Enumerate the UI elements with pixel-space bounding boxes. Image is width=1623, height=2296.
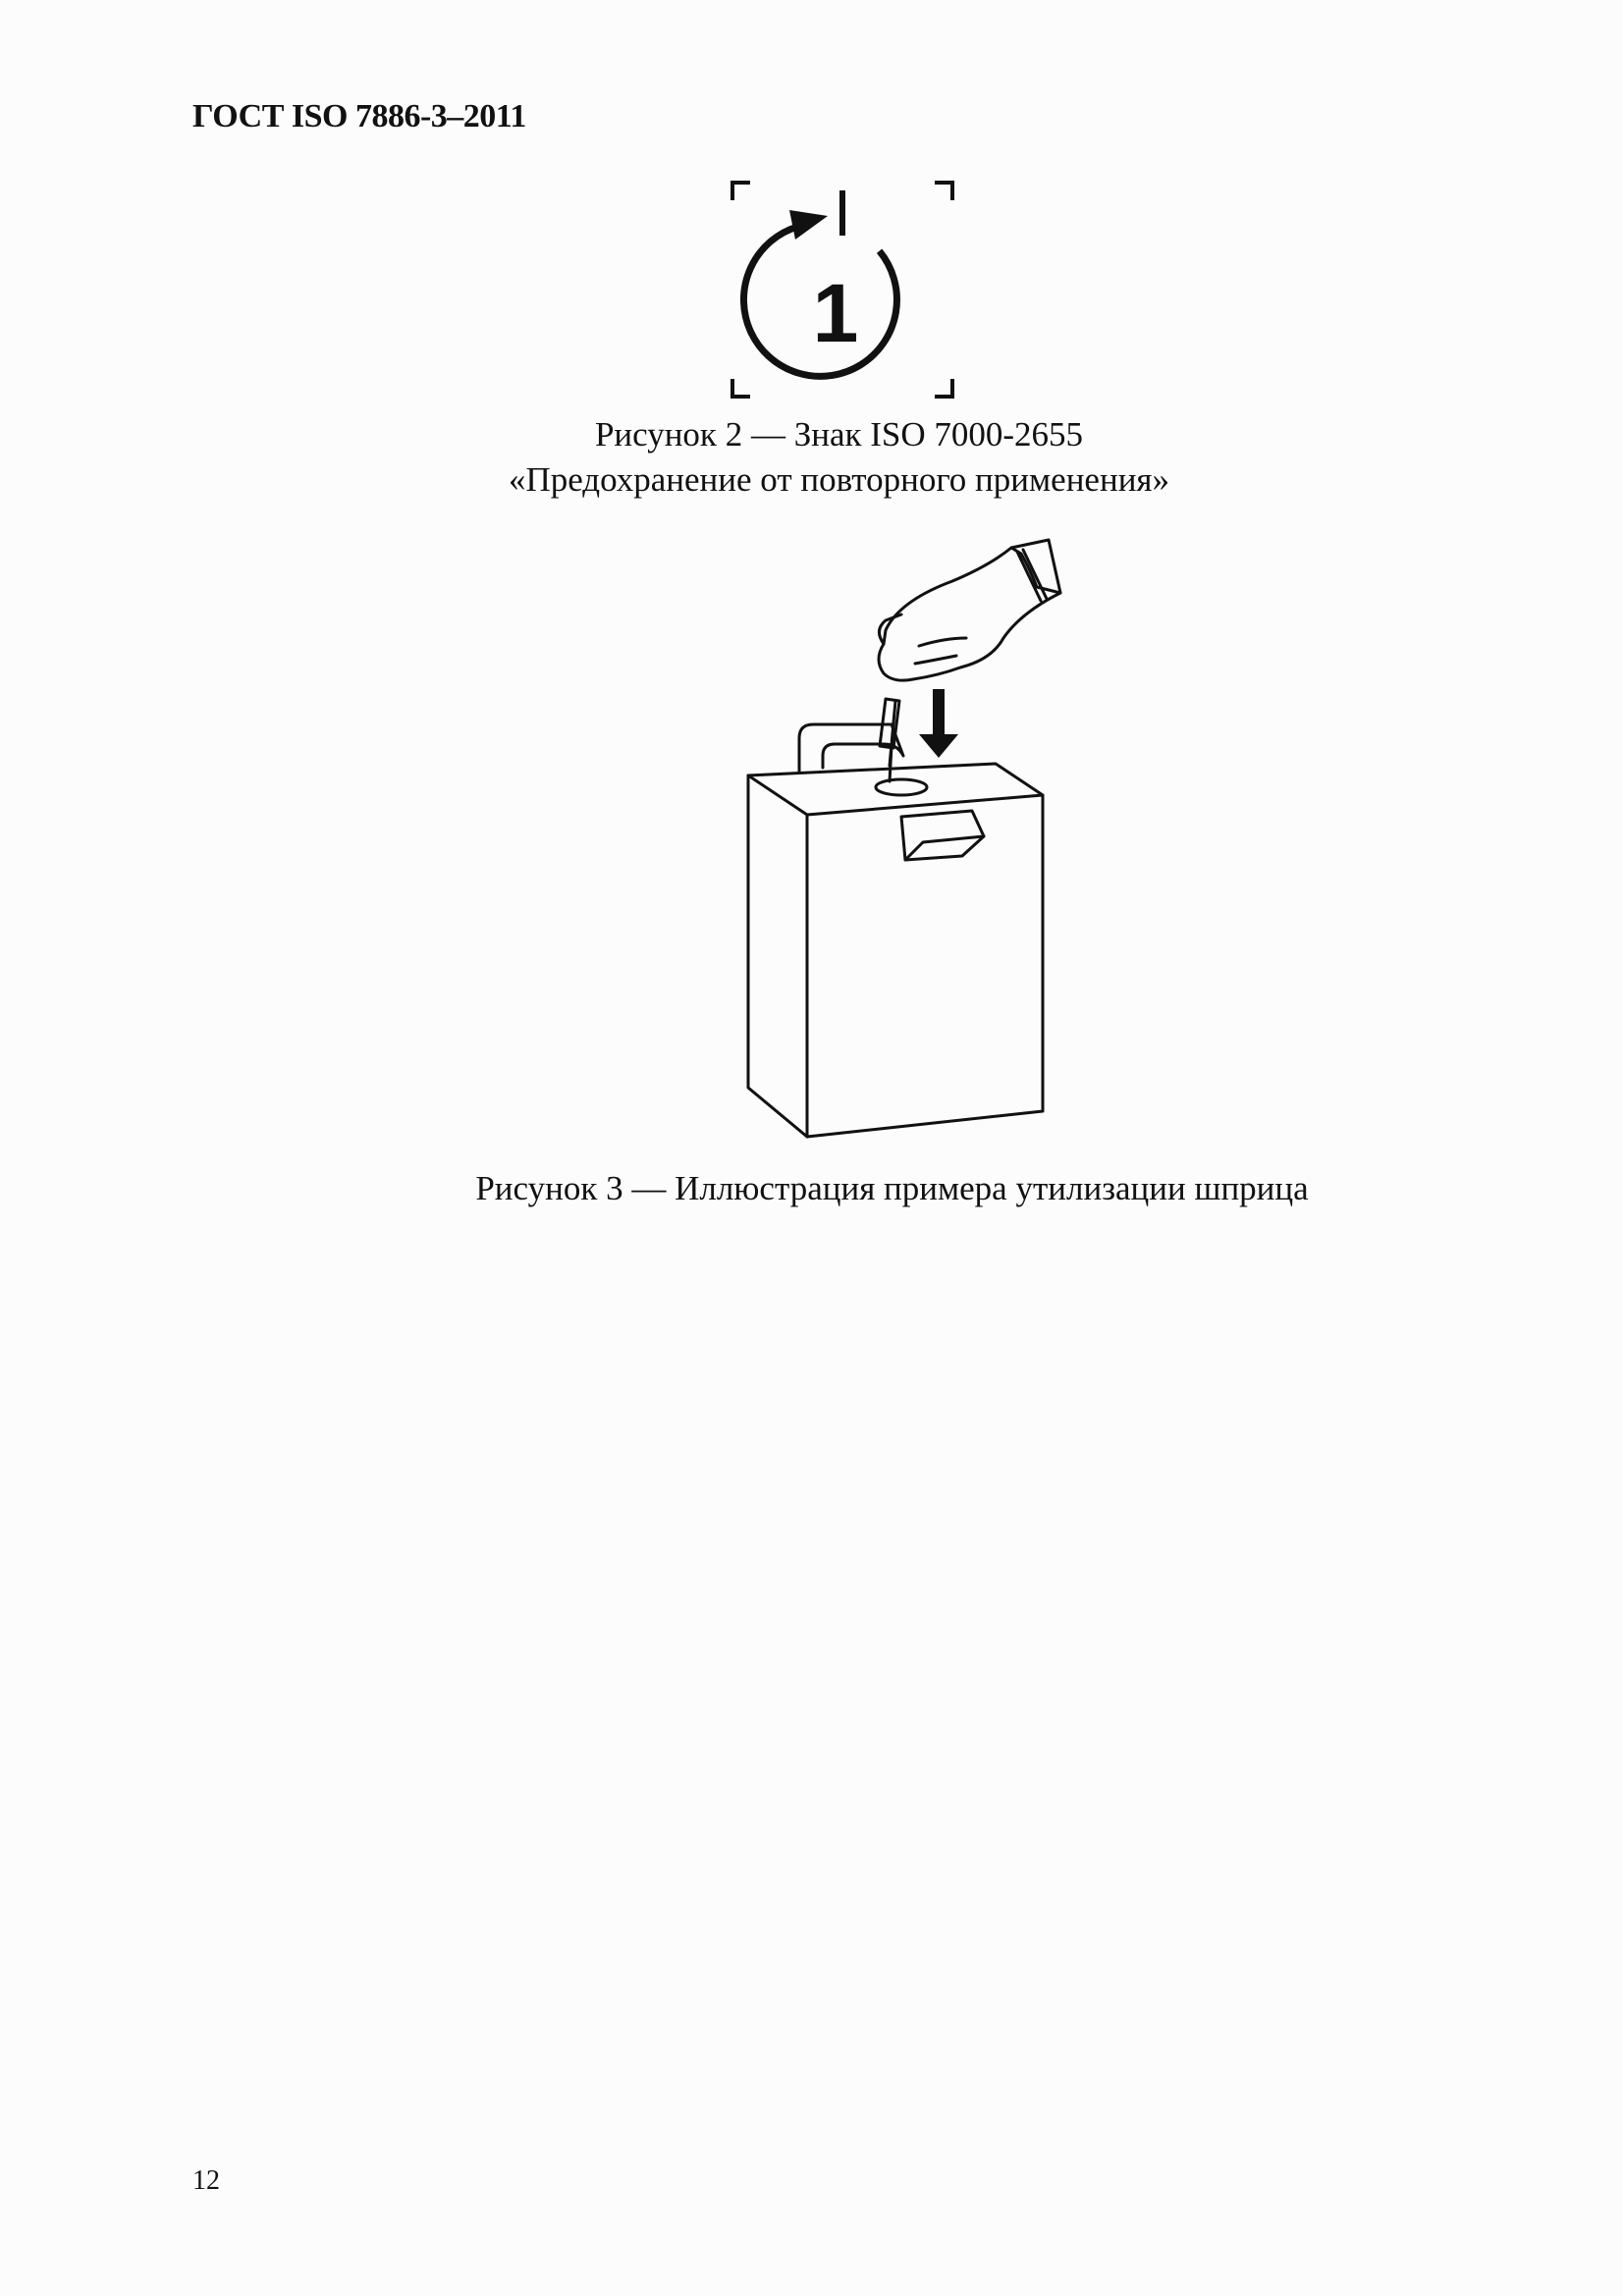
- syringe-disposal-illustration: [727, 536, 1100, 1145]
- figure-2-caption-line1: Рисунок 2 — Знак ISO 7000-2655: [594, 415, 1084, 454]
- arrow-head-icon: [789, 210, 828, 240]
- container-side: [748, 775, 807, 1137]
- symbol-number: 1: [812, 267, 859, 359]
- gloved-hand: [879, 540, 1060, 680]
- container-top: [748, 764, 1043, 815]
- crop-mark-bottom-right: [935, 379, 952, 397]
- disposal-opening: [876, 779, 927, 795]
- container-front: [807, 795, 1043, 1137]
- page-number: 12: [192, 2165, 220, 2196]
- crop-mark-top-right: [935, 183, 952, 200]
- crop-mark-top-left: [732, 183, 750, 200]
- down-arrow-icon: [919, 689, 958, 758]
- crop-mark-bottom-left: [732, 379, 750, 397]
- document-header: ГОСТ ISO 7886-3–2011: [192, 98, 526, 134]
- figure-2-caption: [27, 412, 1623, 503]
- do-not-reuse-symbol: [725, 175, 960, 404]
- figure-3-caption: Рисунок 3 — Иллюстрация примера утилизации шприца: [475, 1169, 1309, 1207]
- figure-2-caption-line2: «Предохранение от повторного применения»: [508, 460, 1170, 499]
